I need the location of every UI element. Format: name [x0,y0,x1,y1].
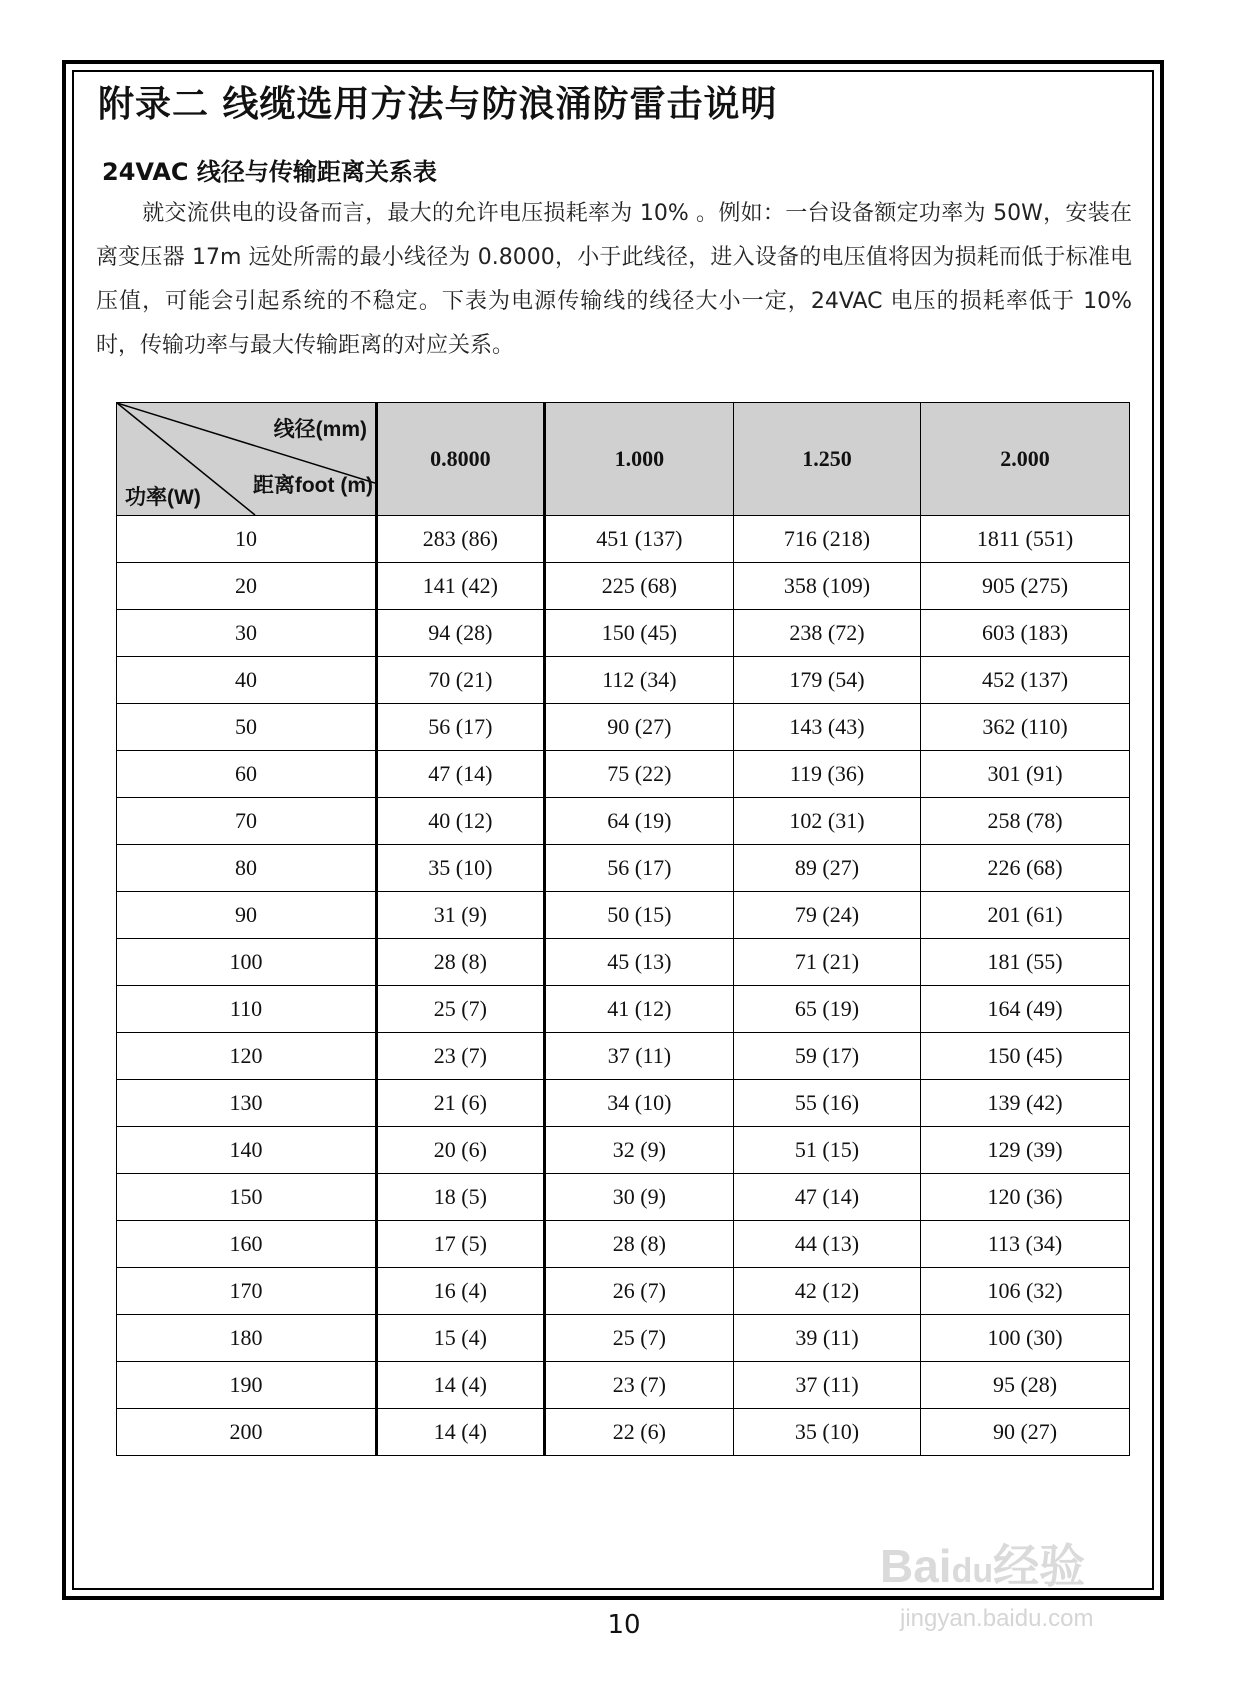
table-row [117,845,1130,892]
distance-cell: 150 (45) [544,610,733,657]
distance-cell: 283 (86) [377,516,545,563]
power-cell: 200 [117,1409,377,1456]
distance-cell: 21 (6) [377,1080,545,1127]
power-cell: 50 [117,704,377,751]
power-cell: 90 [117,892,377,939]
distance-cell: 37 (11) [544,1033,733,1080]
distance-cell: 31 (9) [377,892,545,939]
power-cell: 140 [117,1127,377,1174]
distance-cell: 358 (109) [733,563,920,610]
distance-cell: 14 (4) [377,1362,545,1409]
distance-cell: 35 (10) [733,1409,920,1456]
distance-cell: 94 (28) [377,610,545,657]
distance-cell: 95 (28) [921,1362,1130,1409]
distance-cell: 143 (43) [733,704,920,751]
power-cell: 40 [117,657,377,704]
distance-cell: 164 (49) [921,986,1130,1033]
distance-cell: 179 (54) [733,657,920,704]
baidu-watermark-logo: Baidu经验 [880,1540,1086,1592]
power-cell: 60 [117,751,377,798]
diameter-label: 线径(mm) [273,418,367,441]
description-paragraph: 就交流供电的设备而言，最大的允许电压损耗率为 10% 。例如：一台设备额定功率为 50W，安装在离变压器 17m 远处所需的最小线径为 0.8000，小于此线径，进入设备的电压值将因为损耗而低于标准电压值，可能会引起系统的不稳定。下表为电源传输线的线径大小一定，24VAC 电压的损耗率低于 10%时，传输功率与最大传输距离的对应关系。 [96,201,1132,358]
distance-cell: 201 (61) [921,892,1130,939]
corner-header-cell [117,403,377,516]
distance-cell: 64 (19) [544,798,733,845]
distance-cell: 362 (110) [921,704,1130,751]
distance-cell: 26 (7) [544,1268,733,1315]
table-row [117,892,1130,939]
table-row [117,563,1130,610]
distance-cell: 301 (91) [921,751,1130,798]
distance-cell: 15 (4) [377,1315,545,1362]
distance-cell: 106 (32) [921,1268,1130,1315]
distance-cell: 451 (137) [544,516,733,563]
distance-cell: 34 (10) [544,1080,733,1127]
power-cell: 180 [117,1315,377,1362]
power-cell: 20 [117,563,377,610]
table-row [117,1362,1130,1409]
distance-cell: 79 (24) [733,892,920,939]
table-row [117,1315,1130,1362]
distance-cell: 20 (6) [377,1127,545,1174]
distance-cell: 41 (12) [544,986,733,1033]
distance-cell: 71 (21) [733,939,920,986]
distance-cell: 258 (78) [921,798,1130,845]
distance-cell: 28 (8) [544,1221,733,1268]
distance-cell: 30 (9) [544,1174,733,1221]
distance-cell: 90 (27) [544,704,733,751]
power-cell: 150 [117,1174,377,1221]
distance-cell: 452 (137) [921,657,1130,704]
power-cell: 30 [117,610,377,657]
distance-label: 距离foot (m) [252,474,373,497]
distance-cell: 113 (34) [921,1221,1130,1268]
power-cell: 170 [117,1268,377,1315]
wire-distance-table [116,402,1130,1456]
table-header-row [117,403,1130,516]
distance-cell: 129 (39) [921,1127,1130,1174]
distance-cell: 14 (4) [377,1409,545,1456]
table-row [117,1080,1130,1127]
table-row [117,704,1130,751]
table-row [117,1221,1130,1268]
distance-cell: 25 (7) [544,1315,733,1362]
table-row [117,1409,1130,1456]
distance-cell: 42 (12) [733,1268,920,1315]
distance-cell: 17 (5) [377,1221,545,1268]
distance-cell: 23 (7) [544,1362,733,1409]
distance-cell: 32 (9) [544,1127,733,1174]
distance-cell: 50 (15) [544,892,733,939]
power-cell: 110 [117,986,377,1033]
distance-cell: 35 (10) [377,845,545,892]
distance-cell: 18 (5) [377,1174,545,1221]
power-cell: 100 [117,939,377,986]
distance-cell: 102 (31) [733,798,920,845]
distance-cell: 65 (19) [733,986,920,1033]
distance-cell: 70 (21) [377,657,545,704]
distance-cell: 139 (42) [921,1080,1130,1127]
distance-cell: 238 (72) [733,610,920,657]
section-title: 24VAC 线径与传输距离关系表 [102,158,437,186]
distance-cell: 16 (4) [377,1268,545,1315]
distance-cell: 56 (17) [544,845,733,892]
distance-cell: 225 (68) [544,563,733,610]
table-row [117,1174,1130,1221]
distance-cell: 40 (12) [377,798,545,845]
distance-cell: 181 (55) [921,939,1130,986]
power-cell: 190 [117,1362,377,1409]
table-row [117,986,1130,1033]
power-cell: 160 [117,1221,377,1268]
power-cell: 70 [117,798,377,845]
power-cell: 130 [117,1080,377,1127]
power-cell: 80 [117,845,377,892]
distance-cell: 47 (14) [733,1174,920,1221]
distance-cell: 45 (13) [544,939,733,986]
table-row [117,1268,1130,1315]
distance-cell: 56 (17) [377,704,545,751]
column-header: 0.8000 [377,403,545,516]
column-header: 1.000 [544,403,733,516]
table-row [117,516,1130,563]
distance-cell: 120 (36) [921,1174,1130,1221]
table-row [117,610,1130,657]
distance-cell: 44 (13) [733,1221,920,1268]
table-row [117,1033,1130,1080]
table-row [117,939,1130,986]
distance-cell: 905 (275) [921,563,1130,610]
distance-cell: 23 (7) [377,1033,545,1080]
table-row [117,1127,1130,1174]
distance-cell: 1811 (551) [921,516,1130,563]
distance-cell: 55 (16) [733,1080,920,1127]
power-label: 功率(W) [125,486,201,509]
distance-cell: 51 (15) [733,1127,920,1174]
distance-cell: 112 (34) [544,657,733,704]
table-row [117,657,1130,704]
distance-cell: 59 (17) [733,1033,920,1080]
distance-cell: 716 (218) [733,516,920,563]
distance-cell: 37 (11) [733,1362,920,1409]
distance-cell: 22 (6) [544,1409,733,1456]
distance-cell: 25 (7) [377,986,545,1033]
baidu-watermark-url: jingyan.baidu.com [900,1605,1094,1632]
distance-cell: 47 (14) [377,751,545,798]
power-cell: 10 [117,516,377,563]
distance-cell: 89 (27) [733,845,920,892]
table-row [117,798,1130,845]
distance-cell: 141 (42) [377,563,545,610]
distance-cell: 100 (30) [921,1315,1130,1362]
page-title: 附录二 线缆选用方法与防浪涌防雷击说明 [98,84,778,125]
page-number: 10 [607,1610,641,1640]
distance-cell: 226 (68) [921,845,1130,892]
distance-cell: 75 (22) [544,751,733,798]
column-header: 2.000 [921,403,1130,516]
distance-cell: 603 (183) [921,610,1130,657]
table-row [117,751,1130,798]
distance-cell: 39 (11) [733,1315,920,1362]
distance-cell: 119 (36) [733,751,920,798]
distance-cell: 90 (27) [921,1409,1130,1456]
distance-cell: 28 (8) [377,939,545,986]
power-cell: 120 [117,1033,377,1080]
distance-cell: 150 (45) [921,1033,1130,1080]
column-header: 1.250 [733,403,920,516]
